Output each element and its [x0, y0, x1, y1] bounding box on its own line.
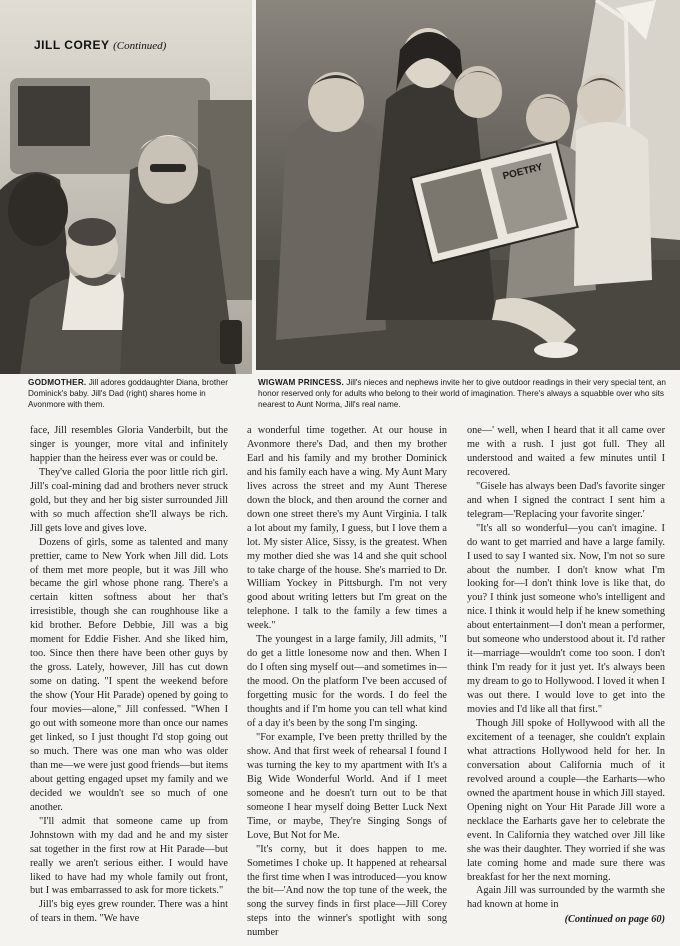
paragraph: Again Jill was surrounded by the warmth she had known at home in [467, 885, 665, 911]
caption-lead: GODMOTHER. [28, 378, 87, 387]
caption-text: Jill adores goddaughter Diana, brother Dominick's baby. Jill's Dad (right) shares home in Avonmore with them. [28, 378, 228, 409]
paragraph: Though Jill spoke of Hollywood with all the excitement of a teenager, she couldn't explain what attractions Hollywood held for her. In conversation about California much of it revolved around a couple—the Earharts—who owned the apartment house in which Jill stayed. Opening night on Your Hit Parade Jill wore a necklace the Earharts gave her to celebrate the event. In California they watched over Jill like she was their daughter. They worried if she was late coming home and made sure there was breakfast for her the next morning. [467, 718, 665, 883]
caption-wigwam [258, 378, 668, 410]
article-column-2 [247, 424, 447, 940]
godmother-photo [0, 0, 252, 374]
paragraph: "Gisele has always been Dad's favorite singer and when I signed the contract I sent him a telegram—'Replacing your favorite singer.' [467, 480, 665, 520]
paragraph: Dozens of girls, some as talented and many prettier, came to New York when Jill did. Lots of them met more people, but it was Jill who became the girl whose phone rang. There's a certain kitten softness about her that's irresistible, though she can roughhouse like a kid brother. Before Debbie, Jill was a big moment for Eddie Fisher. And she liked him, too. Since then there have been other guys by the gross. Lately, however, Jill has cut down some on dating. "I spent the weekend before the show (Your Hit Parade) opened by going to four movies—alone," Jill confessed. "When I go out with someone more than once our names get linked, so I just thought I'd stop going out so much. There was one man who was older than me—we were just good friends—but items about getting engaged upset my family and we decided we wouldn't see so much of one another. [30, 536, 228, 813]
paragraph: a wonderful time together. At our house in Avonmore there's Dad, and then my brother Earl and his family and my brother Dominick and his family each have a wing. My Aunt Mary lives across the street and my Aunt Therese down the block, and then around the corner and down one street there's my Aunt Virginia. I talk a lot about my family, I guess, but I love them a lot. My sister Alice, Sissy, is the greatest. When my mother died she was 14 and she quit school to take charge of the house. She's married to Dr. William Yockey in Pittsburgh. I'm not very good about writing letters but I'm great on the telephone. I talk to the family a few times a week." [247, 425, 447, 632]
paragraph: "For example, I've been pretty thrilled by the show. And that first week of rehearsal I found I was turning the key to my apartment with It's a Big Wide Wonderful World. And if I meet someone and he doesn't turn out to be that someone I hear myself doing Better Luck Next Time, or maybe, They're Singing Songs of Love, But Not for Me. [247, 731, 447, 841]
caption-godmother [28, 378, 242, 410]
photo-wigwam-reading-scene-icon [256, 0, 680, 370]
header-name: JILL COREY [34, 38, 110, 52]
article-header [34, 38, 244, 52]
article-column-1 [30, 424, 228, 926]
paragraph: "It's all so wonderful—you can't imagine. I do want to get married and have a large family. I used to say I wanted six. Now, I'm not so sure about the number. I don't know what I'm looking for—I don't think love is like that, do you? I think just someone who's intelligent and nice. I think it would help if he knew something about entertainment—I don't mean a performer, but someone who understood about it. I'd rather it—marriage—wouldn't come too soon. I don't think I'm ready for it just yet. It's always been my dream to go to Hollywood. I loved it when I was out there. I would love to get into the movies and I'd like all that first." [467, 522, 665, 716]
paragraph: "It's corny, but it does happen to me. Sometimes I choke up. It happened at rehearsal the first time when I was introduced—you know the bit—'And now the top tune of the week, the song the survey finds in first place—Jill Corey steps into the winner's spotlight with song number [247, 843, 447, 939]
paragraph: The youngest in a large family, Jill admits, "I do get a little lonesome now and then. When I do I often sing myself out—and sometimes in—the mood. On the platform I've been accused of forgetting music for the words. I do feel the thoughts and if I'm home you can tell what kind of a day it's been by the song I'm singing. [247, 634, 447, 730]
header-continued: (Continued) [113, 40, 167, 52]
caption-text: Jill's nieces and nephews invite her to give outdoor readings in their very special tent, an honor reserved only for adults who belong to their world of imagination. There's always a squabble over who sits nearest to Aunt Norma, Jill's real name. [258, 378, 666, 409]
wigwam-photo [256, 0, 680, 370]
paragraph: "I'll admit that someone came up from Johnstown with my dad and he and my sister sat together in the first row at Hit Parade—but really we aren't serious either. I would have liked to have had my whole family out front, but I was embarrassed to ask for more tickets." [30, 815, 228, 897]
caption-lead: WIGWAM PRINCESS. [258, 378, 344, 387]
book-title: POETRY [501, 161, 544, 183]
paragraph: They've called Gloria the poor little rich girl. Jill's coal-mining dad and brothers never struck gold, but they and her big sister surrounded Jill with so much affection she'll always be rich. Jill gets love and gives love. [30, 466, 228, 534]
article-column-3 [467, 424, 665, 927]
photo-godmother-scene-icon [0, 0, 252, 374]
paragraph: face, Jill resembles Gloria Vanderbilt, but the singer is younger, more vital and infinitely happier than the heiress ever was or could be. [30, 425, 228, 464]
paragraph: Jill's big eyes grew rounder. There was a hint of tears in them. "We have [30, 899, 228, 925]
continued-on-page-link[interactable]: (Continued on page 60) [564, 914, 665, 926]
paragraph: one—' well, when I heard that it all came over me with a rush. I just got full. They all understood and waited a few minutes until I recovered. [467, 425, 665, 478]
